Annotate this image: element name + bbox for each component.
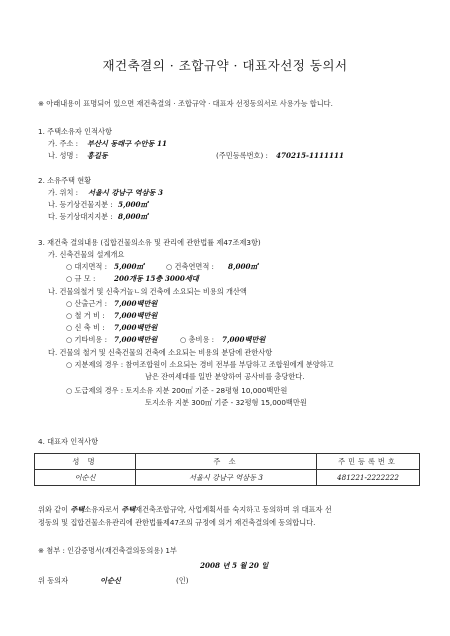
- document-title: 재건축결의 · 조합규약 · 대표자선정 동의서: [102, 58, 348, 73]
- name-value: 홍길동: [87, 151, 108, 160]
- representative-address: 서울시 강남구 역삼동 3: [136, 470, 317, 486]
- location-value: 서울시 강남구 역삼동 3: [88, 188, 163, 197]
- floor-area-label: ○ 건축연면적 :: [166, 262, 214, 271]
- building-share-value: 5,000㎡: [118, 200, 148, 209]
- attachment-note: ※ 첨부 : 인감증명서(재건축결의동의용) 1부: [38, 546, 177, 555]
- building-share-label: 나. 등기상건물지분 :: [48, 200, 113, 209]
- closing-part-d: 주택: [121, 505, 136, 514]
- seal-mark: (인): [176, 576, 189, 585]
- construction-cost-value: 7,000백만원: [114, 323, 158, 332]
- rrn-value: 470215-1111111: [276, 151, 344, 160]
- other-cost-value: 7,000백만원: [114, 335, 158, 344]
- table-row: [35, 470, 420, 486]
- scale-value: 200개동 15층 3000세대: [114, 274, 199, 283]
- closing-part-b: 주택: [70, 505, 85, 514]
- column-header-address: 주 소: [136, 454, 317, 470]
- column-header-rrn: 주민등록번호: [317, 454, 420, 470]
- section-3-heading: 3. 재건축 결의내용 (집합건물의소유 및 관리에 관한법률 제47조제3항): [38, 238, 261, 247]
- cost-basis-value: 7,000백만원: [114, 299, 158, 308]
- closing-part-c: 소유자로서: [84, 505, 119, 514]
- closing-line-1: [38, 505, 332, 514]
- design-outline-heading: 가. 신축건물의 설계개요: [48, 250, 125, 259]
- address-label: 가. 주소 :: [48, 139, 79, 148]
- closing-part-e: 재건축조합규약, 사업계획서를 숙지하고 동의하며 위 대표자 선: [135, 505, 332, 514]
- cost-sharing-heading: 다. 건물의 철거 및 신축건물의 건축에 소요되는 비용의 분담에 관한사항: [48, 348, 273, 357]
- site-area-value: 5,000㎡: [114, 262, 144, 271]
- rrn-label: (주민등록번호) :: [216, 151, 268, 160]
- table-header-row: [35, 454, 420, 470]
- cost-estimate-heading: 나. 건물의철거 및 신축거놀ㄴ의 건축에 소요되는 비용의 개산액: [48, 287, 247, 296]
- representative-table: [34, 453, 420, 486]
- demolition-cost-value: 7,000백만원: [114, 311, 158, 320]
- notice-text: ※ 아래내용이 표명되어 있으면 재건축결의 · 조합규약 · 대표자 선정동의서로 사용가능 합니다.: [38, 99, 333, 108]
- section-1-heading: 1. 주택소유자 인적사항: [38, 127, 112, 136]
- section-4-heading: 4. 대표자 인적사항: [38, 437, 99, 446]
- land-share-label: 다. 등기상대지지분 :: [48, 212, 113, 221]
- equity-method-line-2: 남은 잔여세대를 일반 분양하여 공사비를 충당한다.: [145, 372, 305, 381]
- contract-method-line-2: 토지소유 지분 300㎡ 기준 - 32평형 15,000백만원: [145, 398, 307, 407]
- address-value: 부산시 동래구 수안동 11: [87, 139, 167, 148]
- demolition-cost-label: ○ 철 거 비 :: [66, 311, 105, 320]
- location-label: 가. 위치 :: [48, 188, 79, 197]
- equity-method-line-1: ○ 지분제의 경우 : 참여조합원이 소요되는 경비 전부를 부담하고 조합원에게 분양하고: [66, 360, 334, 369]
- cost-basis-label: ○ 산출근거 :: [66, 299, 108, 308]
- floor-area-value: 8,000㎡: [228, 262, 258, 271]
- signer-name: 이순신: [100, 576, 121, 585]
- land-share-value: 8,000㎡: [118, 212, 148, 221]
- signing-date: 2008 년 5 월 20 일: [200, 561, 269, 570]
- total-cost-label: ○ 총비용 :: [180, 335, 215, 344]
- site-area-label: ○ 대지면적 :: [66, 262, 108, 271]
- representative-name: 이순신: [35, 470, 136, 486]
- total-cost-value: 7,000백만원: [222, 335, 266, 344]
- signer-label: 위 동의자: [38, 576, 69, 585]
- closing-part-a: 위와 같이: [38, 505, 69, 514]
- representative-rrn: 481221-2222222: [317, 470, 420, 486]
- closing-line-2: 정동의 및 집합건물소유관리에 관한법률제47조의 규정에 의거 재건축결의에 동의합니다.: [38, 518, 316, 527]
- other-cost-label: ○ 기타비용 :: [66, 335, 108, 344]
- column-header-name: 성 명: [35, 454, 136, 470]
- scale-label: ○ 규 모 :: [66, 274, 96, 283]
- construction-cost-label: ○ 신 축 비 :: [66, 323, 105, 332]
- section-2-heading: 2. 소유주택 현황: [38, 176, 92, 185]
- name-label: 나. 성명 :: [48, 151, 79, 160]
- contract-method-line-1: ○ 도급제의 경우 : 토지소유 지분 200㎡ 기준 - 28평형 10,000백만원: [66, 386, 288, 395]
